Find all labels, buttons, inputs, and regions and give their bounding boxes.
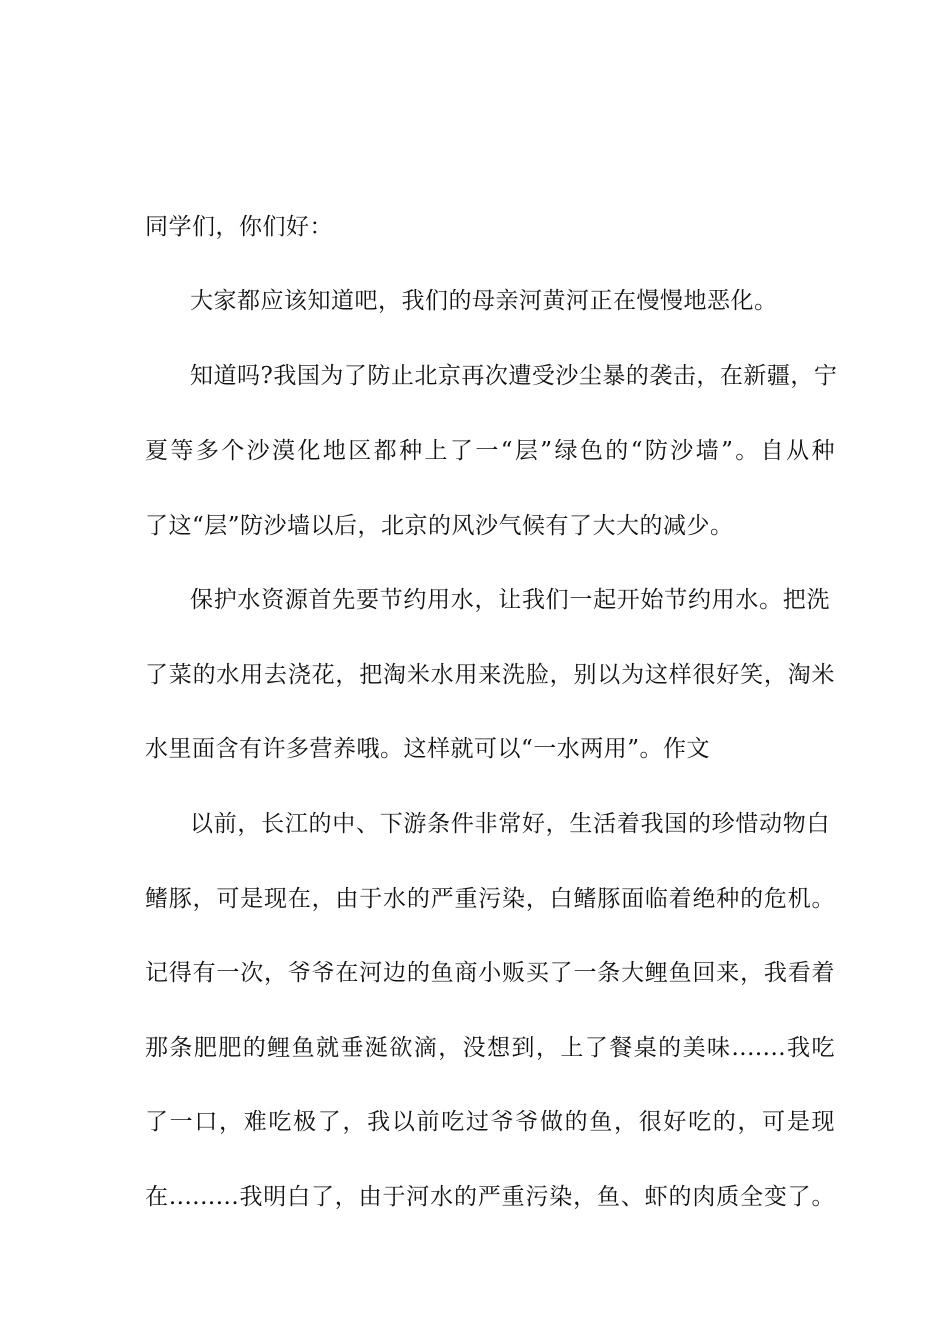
- paragraph-1-line-1: 大家都应该知道吧，我们的母亲河黄河正在慢慢地恶化。: [190, 288, 778, 314]
- paragraph-4-line-6: 在.........我明白了，由于河水的严重污染，鱼、虾的肉质全变了。: [145, 1184, 835, 1210]
- paragraph-4-line-3: 记得有一次，爷爷在河边的鱼商小贩买了一条大鲤鱼回来，我看着: [145, 960, 835, 986]
- paragraph-4-line-4: 那条肥肥的鲤鱼就垂涎欲滴，没想到，上了餐桌的美味.......我吃: [145, 1035, 835, 1061]
- paragraph-4-line-5: 了一口，难吃极了，我以前吃过爷爷做的鱼，很好吃的，可是现: [145, 1109, 835, 1135]
- paragraph-4-line-2: 鳍豚，可是现在，由于水的严重污染，白鳍豚面临着绝种的危机。: [145, 886, 835, 912]
- greeting-line: 同学们，你们好：: [145, 214, 333, 240]
- paragraph-2-line-2: 夏等多个沙漠化地区都种上了一“层”绿色的“防沙墙”。自从种: [145, 438, 835, 464]
- paragraph-3-line-2: 了菜的水用去浇花，把淘米水用来洗脸，别以为这样很好笑，淘米: [145, 662, 835, 688]
- paragraph-3-line-3: 水里面含有许多营养哦。这样就可以“一水两用”。作文: [145, 736, 711, 762]
- paragraph-3-line-1: 保护水资源首先要节约用水，让我们一起开始节约用水。把洗: [190, 587, 830, 613]
- paragraph-2-line-3: 了这“层”防沙墙以后，北京的风沙气候有了大大的减少。: [145, 513, 734, 539]
- paragraph-2-line-1: 知道吗?我国为了防止北京再次遭受沙尘暴的袭击，在新疆，宁: [190, 363, 838, 389]
- paragraph-4-line-1: 以前，长江的中、下游条件非常好，生活着我国的珍惜动物白: [190, 811, 830, 837]
